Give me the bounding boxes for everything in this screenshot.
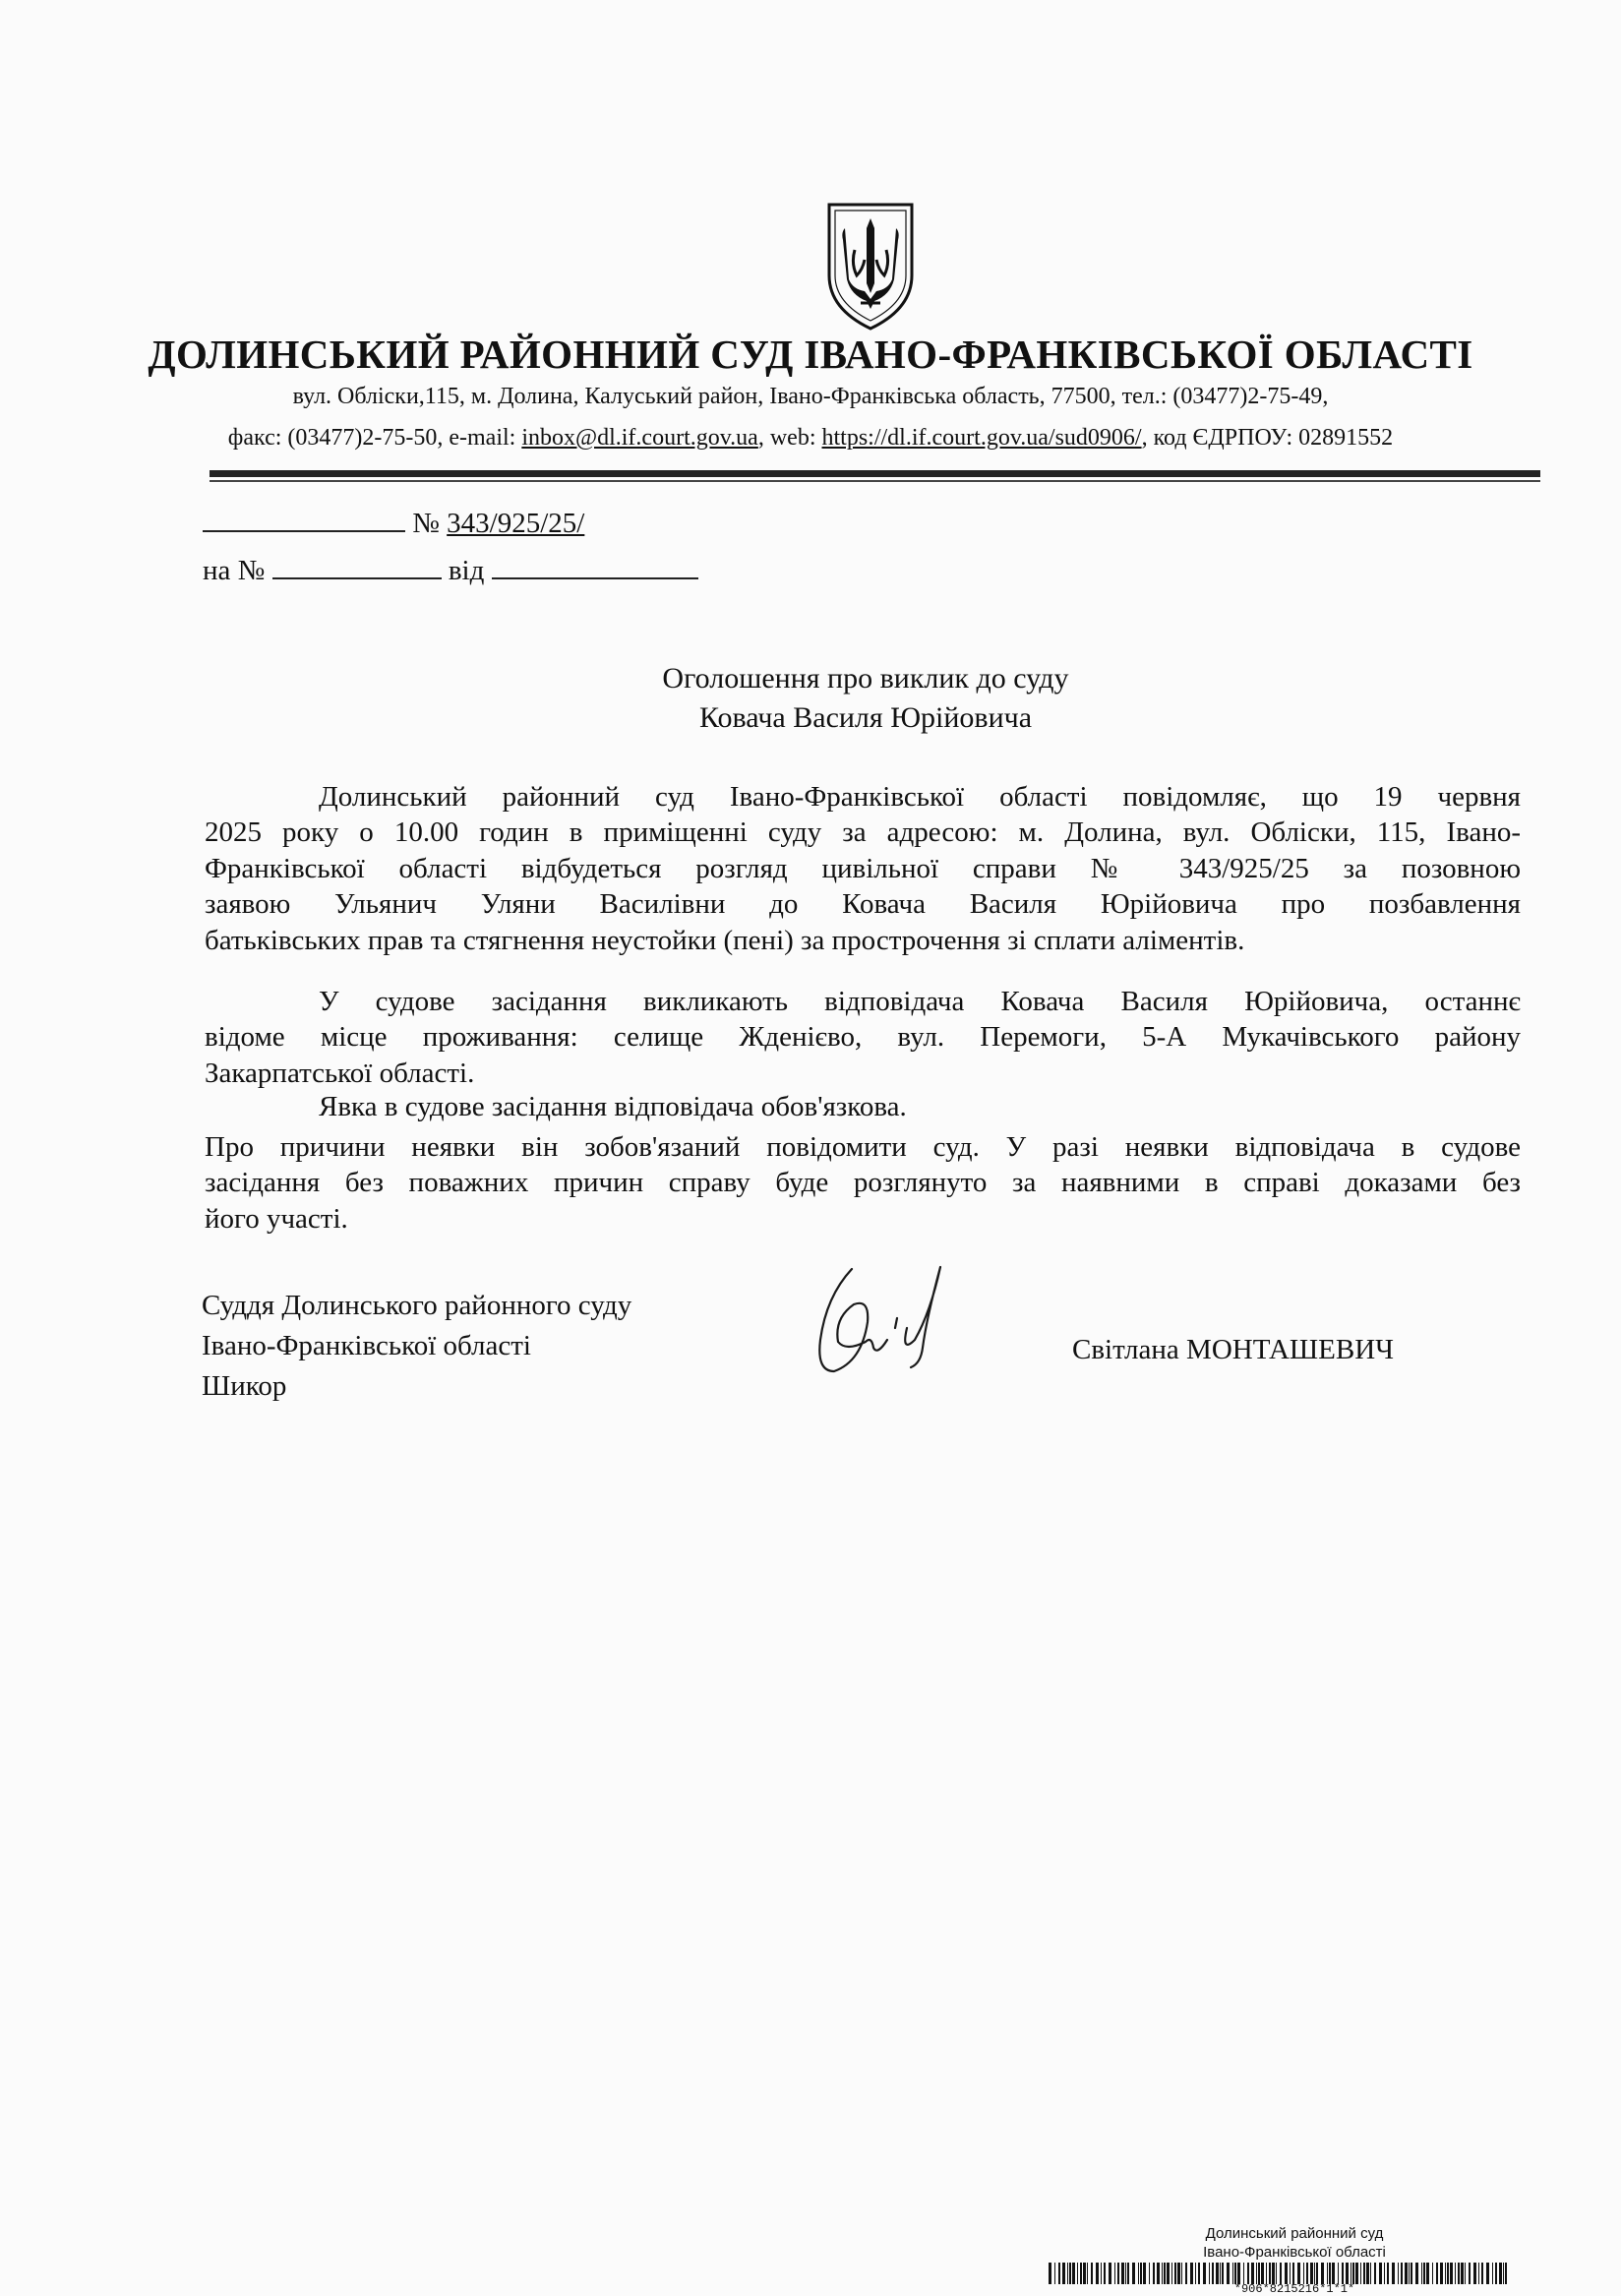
barcode-bar [1216,2263,1219,2284]
barcode-bar [1104,2263,1106,2284]
barcode-bar [1162,2263,1163,2284]
barcode-bar [1450,2263,1453,2284]
barcode-number: *906*8215216*1*1* [1233,2282,1355,2296]
barcode-bar [1426,2263,1429,2284]
text-line: Про причини неявки він зобов'язаний повідомити суд. У разі неявки відповідача в судове [205,1131,1521,1163]
barcode-bar [1149,2263,1150,2284]
barcode-bar [1505,2263,1507,2284]
text-line: відоме місце проживання: селище Жденієво, вул. Перемоги, 5-А Мукачівського району [205,1021,1521,1054]
barcode-bar [1247,2263,1249,2284]
barcode-bar [1458,2263,1460,2284]
barcode-bar [1280,2263,1282,2284]
text-line: його участі. [205,1202,348,1235]
barcode-bar [1503,2263,1504,2284]
header-divider-thin [210,480,1540,482]
text-line: батьківських прав та стягнення неустойки (пені) за прострочення зі сплати аліментів. [205,924,1245,956]
barcode-bar [1212,2263,1214,2284]
barcode-bar [1292,2263,1294,2284]
barcode-bar [1423,2263,1425,2284]
court-contacts [0,425,1621,452]
barcode-bar [1360,2263,1361,2284]
barcode-bar [1316,2263,1318,2284]
court-name: ДОЛИНСЬКИЙ РАЙОННИЙ СУД ІВАНО-ФРАНКІВСЬКОЇ ОБЛАСТІ [148,332,1473,377]
barcode-bar [1251,2263,1254,2284]
barcode-bar [1363,2263,1365,2284]
barcode-bar [1125,2263,1126,2284]
text-line: засідання без поважних причин справу буде розглянуто за наявними в справі доказами без [205,1167,1521,1199]
barcode-bar [1374,2263,1376,2284]
barcode-bar [1140,2263,1142,2284]
barcode-bar [1109,2263,1111,2284]
barcode-bar [1114,2263,1115,2284]
barcode-bar [1392,2263,1395,2284]
handwritten-signature [812,1257,960,1390]
barcode-bar [1143,2263,1146,2284]
barcode-bar [1272,2263,1275,2284]
ref-number-blank [272,554,442,579]
position-line: Івано-Франківської області [202,1330,531,1361]
paragraph-hearing-notice [205,779,1521,958]
barcode-bar [1185,2263,1187,2284]
barcode-bar [1127,2263,1129,2284]
barcode-bar [1091,2263,1093,2284]
barcode-bar [1209,2263,1210,2284]
barcode-bar [1461,2263,1464,2284]
barcode-bar [1058,2263,1060,2284]
text-line: заявою Ульянич Уляни Василівни до Ковача Василя Юрійовича про позбавлення [205,888,1521,921]
barcode-bar [1234,2263,1236,2284]
fax-text: факс: (03477)2-75-50, e-mail: [227,425,522,451]
barcode-bar [1237,2263,1240,2284]
barcode-bar [1492,2263,1493,2284]
barcode-bar [1227,2263,1230,2284]
barcode-bar [1153,2263,1155,2284]
barcode-bar [1203,2263,1206,2284]
barcode-bar [1338,2263,1339,2284]
incoming-reference-line [203,554,698,587]
barcode-bar [1067,2263,1068,2284]
barcode-bar [1297,2263,1300,2284]
barcode-bar [1415,2263,1418,2284]
barcode-bar [1329,2263,1331,2284]
judge-position [202,1286,631,1407]
text-line: Франківської області відбудеться розгляд цивільної справи № 343/925/25 за позовною [205,852,1521,884]
barcode-bar [1121,2263,1124,2284]
website-link[interactable]: https://dl.if.court.gov.ua/sud0906/ [821,425,1142,451]
paragraph-attendance [205,1089,1521,1124]
barcode-bar [1080,2263,1082,2284]
barcode-bar [1222,2263,1224,2284]
barcode-bar [1174,2263,1176,2284]
text-line: Долинський районний суд Івано-Франківської області повідомляє, що 19 червня [319,781,1521,813]
barcode-bar [1398,2263,1399,2284]
barcode-bar [1342,2263,1344,2284]
barcode-bar [1232,2263,1233,2284]
barcode-bar [1405,2263,1408,2284]
barcode-bar [1310,2263,1313,2284]
barcode-bar [1198,2263,1200,2284]
barcode-bar [1132,2263,1135,2284]
barcode-bar [1258,2263,1260,2284]
number-label: № [412,508,440,539]
barcode-bar [1077,2263,1078,2284]
position-line: Шикор [202,1370,287,1402]
barcode-bar [1117,2263,1119,2284]
stamp-court-name: Долинський районний суд [1205,2225,1384,2242]
barcode-bar [1321,2263,1324,2284]
barcode-bar [1409,2263,1410,2284]
barcode-bar [1495,2263,1497,2284]
barcode-bar [1401,2263,1403,2284]
barcode-bar [1327,2263,1328,2284]
barcode-bar [1101,2263,1102,2284]
barcode-bar [1261,2263,1264,2284]
barcode-bar [1346,2263,1349,2284]
barcode-bar [1465,2263,1466,2284]
barcode-bar [1473,2263,1476,2284]
barcode-bar [1384,2263,1385,2284]
barcode-bar [1370,2263,1371,2284]
barcode-bar [1445,2263,1446,2284]
header-divider-thick [210,470,1540,477]
barcode-bar [1062,2263,1065,2284]
barcode-bar [1285,2263,1288,2284]
text-line: У судове засідання викликають відповідача Ковача Василя Юрійовича, останнє [319,986,1521,1017]
barcode-bar [1499,2263,1502,2284]
barcode-bar [1171,2263,1172,2284]
paragraph-summons [205,984,1521,1091]
barcode-bar [1332,2263,1335,2284]
registration-barcode [1049,2263,1511,2284]
barcode-bar [1411,2263,1412,2284]
announcement-title: Оголошення про виклик до суду [662,662,1069,695]
barcode-bar [1314,2263,1315,2284]
barcode-bar [1243,2263,1244,2284]
barcode-bar [1447,2263,1449,2284]
barcode-bar [1087,2263,1088,2284]
ref-date-blank [492,554,698,579]
barcode-bar [1049,2263,1051,2284]
barcode-bar [1440,2263,1443,2284]
barcode-bar [1167,2263,1170,2284]
barcode-bar [1455,2263,1456,2284]
barcode-bar [1276,2263,1277,2284]
barcode-bar [1481,2263,1483,2284]
case-number: 343/925/25/ [447,508,585,539]
barcode-bar [1054,2263,1055,2284]
web-label: , web: [757,425,822,451]
email-link[interactable]: inbox@dl.if.court.gov.ua [521,425,758,451]
barcode-bar [1290,2263,1291,2284]
barcode-bar [1157,2263,1160,2284]
trident-coat-of-arms-icon [821,199,920,332]
blank-field [203,507,405,532]
barcode-bar [1266,2263,1267,2284]
barcode-bar [1164,2263,1166,2284]
barcode-bar [1083,2263,1086,2284]
barcode-bar [1256,2263,1257,2284]
judge-name: Світлана МОНТАШЕВИЧ [1072,1334,1395,1365]
barcode-bar [1478,2263,1479,2284]
barcode-bar [1421,2263,1422,2284]
barcode-bar [1303,2263,1304,2284]
barcode-bar [1069,2263,1071,2284]
barcode-bar [1177,2263,1180,2284]
text-line: Явка в судове засідання відповідача обов'язкова. [319,1091,907,1122]
barcode-bar [1469,2263,1471,2284]
barcode-bar [1366,2263,1369,2284]
edrpou-code: , код ЄДРПОУ: 02891552 [1141,425,1394,451]
barcode-bar [1436,2263,1438,2284]
ref-label: на № [203,555,266,586]
barcode-bar [1432,2263,1433,2284]
barcode-bar [1190,2263,1193,2284]
defendant-name-title: Ковача Василя Юрійовича [698,701,1033,734]
barcode-bar [1379,2263,1382,2284]
barcode-bar [1269,2263,1271,2284]
position-line: Суддя Долинського районного суду [202,1290,632,1321]
text-line: Закарпатської області. [205,1057,475,1089]
barcode-bar [1195,2263,1196,2284]
court-address: вул. Обліски,115, м. Долина, Калуський район, Івано-Франківська область, 77500, тел.: (03477)2-75-49, [292,384,1329,409]
barcode-bar [1387,2263,1389,2284]
from-label: від [448,555,485,586]
barcode-bar [1138,2263,1139,2284]
barcode-bar [1355,2263,1358,2284]
outgoing-number-line [203,507,753,540]
text-line: 2025 року о 10.00 годин в приміщенні суду за адресою: м. Долина, вул. Обліски, 115, Івано- [205,816,1521,849]
barcode-bar [1220,2263,1221,2284]
barcode-bar [1486,2263,1489,2284]
stamp-region: Івано-Франківської області [1203,2244,1386,2261]
barcode-bar [1306,2263,1308,2284]
paragraph-absence-consequences [205,1129,1521,1237]
barcode-bar [1072,2263,1075,2284]
barcode-bar [1352,2263,1354,2284]
barcode-bar [1096,2263,1099,2284]
barcode-bar [1181,2263,1182,2284]
